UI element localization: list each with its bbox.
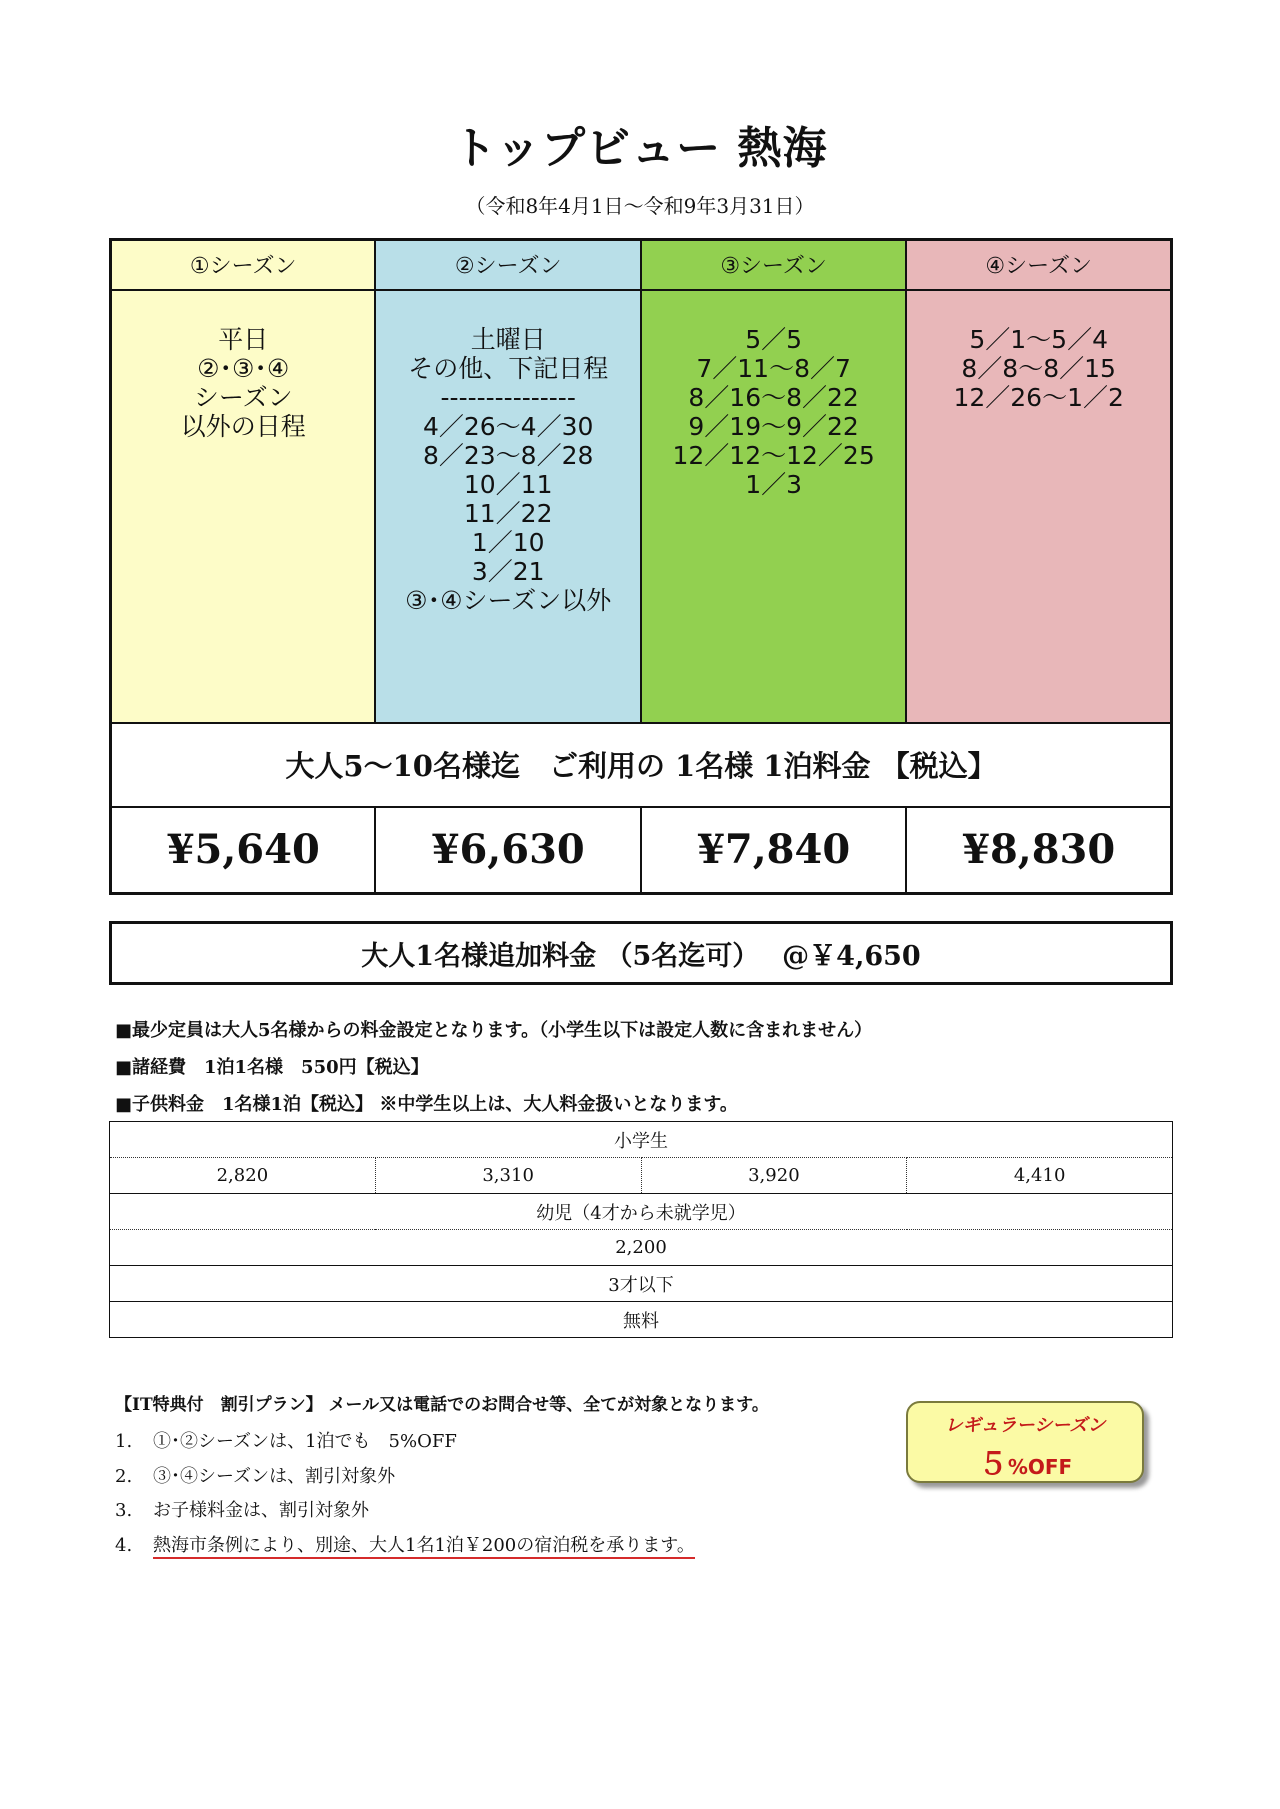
plan-item-text: お子様料金は、割引対象外	[153, 1500, 369, 1521]
plan-item	[115, 1496, 369, 1522]
season-date-line: 1／3	[745, 469, 803, 499]
price-season-4: ¥8,830	[906, 807, 1171, 894]
plan-item-number: 2.	[115, 1466, 133, 1487]
plan-item-text: ①･②シーズンは、1泊でも 5%OFF	[153, 1431, 457, 1452]
badge-percent: ５	[977, 1447, 1008, 1482]
season-1-dates	[111, 290, 376, 723]
season-date-line: 12／12～12／25	[672, 440, 875, 470]
season-rate-table	[109, 238, 1173, 895]
season-date-line: 1／10	[471, 527, 545, 557]
season-date-line: 5／1～5／4	[969, 324, 1108, 354]
note-minimum-capacity: ■最少定員は大人5名様からの料金設定となります。（小学生以下は設定人数に含まれません）	[115, 1020, 873, 1041]
badge-title: レギュラーシーズン	[944, 1415, 1106, 1436]
season-date-line: 12／26～1／2	[953, 382, 1124, 412]
plan-item-number: 1.	[115, 1431, 133, 1452]
validity-period: （令和8年4月1日～令和9年3月31日）	[465, 194, 815, 218]
price-season-1: ¥5,640	[111, 807, 376, 894]
season-date-line: 平日	[218, 324, 269, 354]
badge-discount	[908, 1439, 1142, 1483]
plan-item	[115, 1427, 457, 1453]
plan-item-number: 3.	[115, 1500, 133, 1521]
badge-off: %OFF	[1007, 1455, 1073, 1479]
season-3-dates	[641, 290, 906, 723]
season-4-dates	[906, 290, 1171, 723]
season-date-line: ---------------	[440, 382, 576, 412]
season-date-line: 5／5	[745, 324, 803, 354]
elementary-price-4: 4,410	[907, 1158, 1173, 1194]
page-title: トップビュー 熱海	[452, 123, 828, 174]
season-date-line: 8／23～8／28	[422, 440, 594, 470]
price-season-2: ¥6,630	[375, 807, 640, 894]
note-child-rates: ■子供料金 1名様1泊【税込】 ※中学生以上は、大人料金扱いとなります。	[115, 1094, 738, 1115]
season-date-line: 3／21	[471, 556, 545, 586]
price-season-3: ¥7,840	[641, 807, 906, 894]
season-date-line: ③･④シーズン以外	[405, 585, 612, 615]
infant-price: 2,200	[110, 1230, 1173, 1266]
season-date-line: 7／11～8／7	[696, 353, 851, 383]
season-date-line: シーズン	[193, 382, 293, 412]
extra-adult-fee: 大人1名様追加料金 （5名迄可） @￥4,650	[109, 921, 1173, 985]
plan-item-text: 熱海市条例により、別途、大人1名1泊￥200の宿泊税を承ります。	[153, 1535, 695, 1559]
toddler-price: 無料	[623, 1310, 659, 1332]
season-date-line: 8／16～8／22	[688, 382, 859, 412]
infant-label: 幼児（4才から未就学児）	[110, 1194, 1173, 1230]
season-2-header: ②シーズン	[375, 240, 640, 290]
elementary-price-3: 3,920	[641, 1158, 907, 1194]
note-service-fee: ■諸経費 1泊1名様 550円【税込】	[115, 1057, 429, 1078]
plan-item	[115, 1531, 695, 1557]
plan-item	[115, 1462, 395, 1488]
discount-plan-title: 【IT特典付 割引プラン】 メール又は電話でのお問合せ等、全てが対象となります。	[115, 1395, 769, 1415]
season-date-line: 土曜日	[470, 324, 546, 354]
season-date-line: 8／8～8／15	[961, 353, 1116, 383]
regular-season-discount-badge	[906, 1401, 1144, 1483]
season-date-line: ②･③･④	[197, 353, 290, 383]
season-2-dates	[375, 290, 640, 723]
season-date-line: 4／26～4／30	[422, 411, 594, 441]
rate-caption: 大人5～10名様迄 ご利用の 1名様 1泊料金 【税込】	[111, 723, 1172, 807]
elementary-price-2: 3,310	[375, 1158, 641, 1194]
season-date-line: 9／19～9／22	[688, 411, 859, 441]
toddler-label: 3才以下	[110, 1266, 1173, 1302]
season-date-line: 10／11	[463, 469, 553, 499]
elementary-label: 小学生	[110, 1122, 1173, 1158]
season-date-line: 11／22	[463, 498, 553, 528]
season-date-line: その他、下記日程	[408, 353, 609, 383]
season-3-header: ③シーズン	[641, 240, 906, 290]
season-date-line: 以外の日程	[180, 411, 306, 441]
season-1-header: ①シーズン	[111, 240, 376, 290]
elementary-price-1: 2,820	[110, 1158, 376, 1194]
child-rate-table	[109, 1121, 1173, 1338]
plan-item-text: ③･④シーズンは、割引対象外	[153, 1466, 396, 1487]
plan-item-number: 4.	[115, 1535, 133, 1556]
season-4-header: ④シーズン	[906, 240, 1171, 290]
